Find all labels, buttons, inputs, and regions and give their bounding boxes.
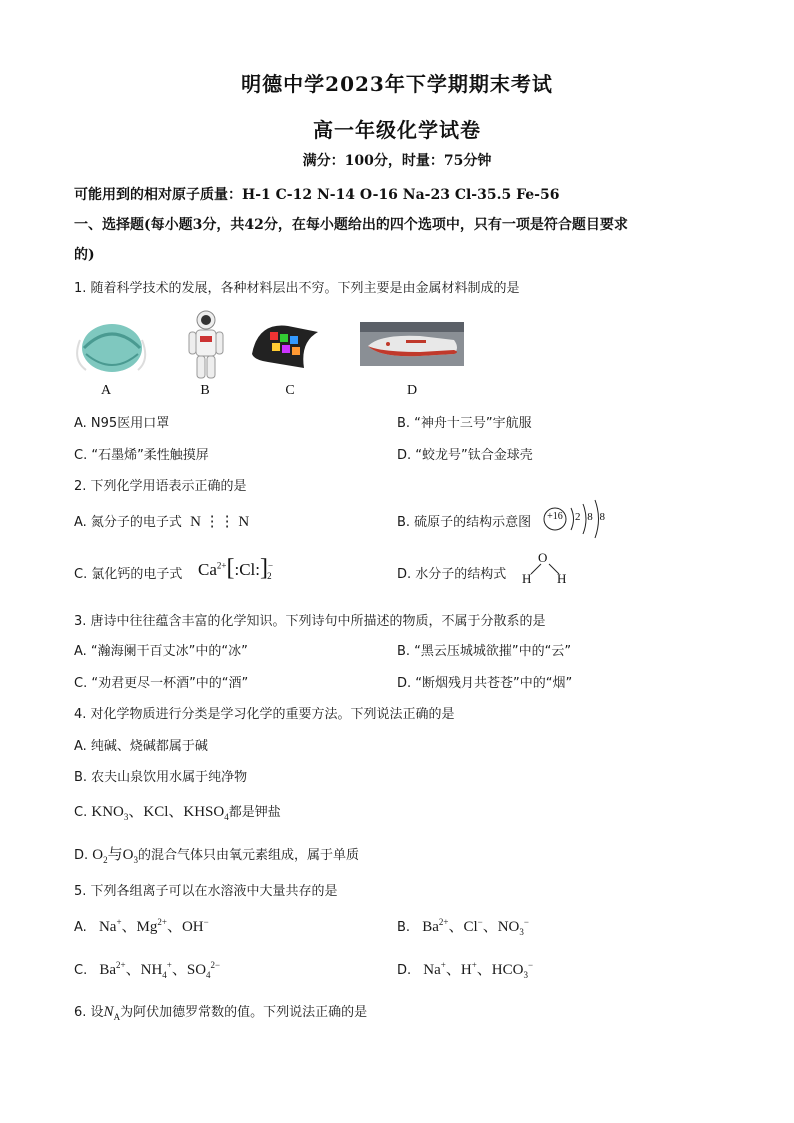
q5-stem: 5. 下列各组离子可以在水溶液中大量共存的是: [74, 884, 338, 899]
q5-option-d-ions: Na+、H+、$HCO_3^-$: [423, 960, 534, 980]
q1-image-label-d: D: [406, 383, 418, 398]
q1-option-b[interactable]: B. “神舟十三号”宇航服: [397, 416, 532, 431]
q5-option-a-ions: Na+、$Mg^{2+}$、OH−: [98, 917, 209, 935]
q2-stem: 2. 下列化学用语表示正确的是: [74, 479, 247, 494]
q4-option-d-formulas: $O_2$与$O_3$: [92, 847, 138, 865]
q1-option-d[interactable]: D. “蛟龙号”钛合金球壳: [397, 448, 533, 463]
exam-subtitle: 高一年级化学试卷: [313, 118, 481, 142]
q5-option-d[interactable]: D. Na+、H+、$HCO_3^-$: [397, 960, 534, 980]
q1-image-label-c: C: [285, 383, 295, 398]
section1-heading: 一、选择题(每小题3分，共42分，在每小题给出的四个选项中，只有一项是符合题目要求: [74, 217, 628, 233]
q4-stem: 4. 对化学物质进行分类是学习化学的重要方法。下列说法正确的是: [74, 707, 455, 722]
q3-stem: 3. 唐诗中往往蕴含丰富的化学知识。下列诗句中所描述的物质，不属于分散系的是: [74, 614, 546, 629]
q3-option-c[interactable]: C. “劝君更尽一杯酒”中的“酒”: [74, 676, 249, 691]
q4-option-d[interactable]: D. $O_2$与$O_3$的混合气体只由氧元素组成，属于单质: [74, 847, 359, 865]
q2-option-c[interactable]: [74, 563, 182, 582]
q1-option-a[interactable]: A. N95医用口罩: [74, 416, 170, 431]
q2-option-b[interactable]: [397, 511, 531, 530]
q4-option-c[interactable]: C. $KNO_3$、KCl、$KHSO_4$都是钾盐: [74, 804, 281, 822]
q1-image-label-a: A: [100, 383, 112, 398]
q3-option-a[interactable]: A. “瀚海阑干百丈冰”中的“冰”: [74, 644, 248, 659]
atomic-masses: 可能用到的相对原子质量：H-1 C-12 N-14 O-16 Na-23 Cl-35.5 Fe-56: [74, 187, 560, 203]
q4-option-a[interactable]: A. 纯碱、烧碱都属于碱: [74, 739, 208, 754]
water-hydrogen-1: H: [522, 571, 532, 586]
q6-stem: 6. 设$N_A$为阿伏加德罗常数的值。下列说法正确的是: [74, 1004, 368, 1022]
q4-option-c-formulas: $KNO_3$、KCl、$KHSO_4$: [91, 804, 229, 822]
section1-heading-cont: 的): [74, 247, 95, 263]
n95-mask-image: [72, 310, 150, 380]
q2-option-a[interactable]: [74, 511, 249, 531]
q5-option-c[interactable]: C. $Ba^{2+}$、$NH_4^+$、$SO_4^{2-}$: [74, 960, 221, 980]
q1-option-c[interactable]: C. “石墨烯”柔性触摸屏: [74, 448, 209, 463]
exam-info: 满分：100分，时量：75分钟: [302, 153, 492, 169]
sulfur-shell-electrons: 2 8 8: [575, 511, 607, 523]
q1-stem: 1. 随着科学技术的发展，各种材料层出不穷。下列主要是由金属材料制成的是: [74, 281, 520, 296]
sulfur-nucleus-charge: +16: [547, 511, 563, 522]
q5-option-c-ions: $Ba^{2+}$、$NH_4^+$、$SO_4^{2-}$: [99, 960, 221, 980]
n2-electron-formula: N ⋮⋮ N: [190, 514, 250, 530]
q2-option-c-text: C. 氯化钙的电子式: [74, 567, 183, 582]
flexible-screen-image: [248, 318, 322, 370]
q2-option-b-text: B. 硫原子的结构示意图: [397, 515, 532, 530]
q2-option-d-text: D. 水分子的结构式: [397, 567, 507, 582]
q5-option-a[interactable]: A. Na+、$Mg^{2+}$、OH−: [74, 917, 209, 935]
q5-option-b-ions: $Ba^{2+}$、Cl−、$NO_3^-$: [422, 917, 529, 937]
avogadro-symbol: $N_A$: [103, 1004, 121, 1022]
q2-option-d[interactable]: [397, 563, 506, 582]
q1-image-label-b: B: [200, 383, 210, 398]
cacl2-electron-formula: $Ca^{2+}[:Cl:]^-_2$: [198, 555, 274, 582]
water-oxygen: O: [538, 550, 548, 565]
q2-option-a-text: A. 氮分子的电子式: [74, 515, 182, 530]
q3-option-d[interactable]: D. “断烟残月共苍苍”中的“烟”: [397, 676, 573, 691]
q3-option-b[interactable]: B. “黑云压城城欲摧”中的“云”: [397, 644, 572, 659]
q4-option-b[interactable]: B. 农夫山泉饮用水属于纯净物: [74, 770, 248, 785]
q5-option-b[interactable]: B. $Ba^{2+}$、Cl−、$NO_3^-$: [397, 917, 529, 937]
jiaolong-submersible-image: [360, 322, 464, 366]
spacesuit-image: [186, 308, 226, 380]
water-hydrogen-2: H: [557, 571, 567, 586]
exam-title: 明德中学2023年下学期期末考试: [241, 72, 553, 96]
